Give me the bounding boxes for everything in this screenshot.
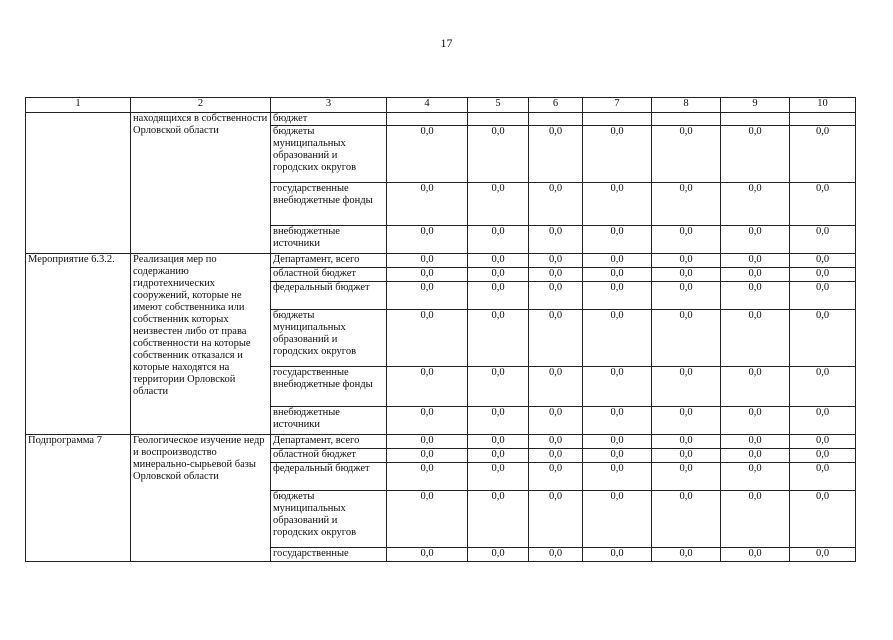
value-cell: 0,0: [721, 268, 790, 282]
funding-source: бюджет: [271, 113, 387, 126]
value-cell: 0,0: [387, 463, 468, 491]
value-cell: 0,0: [529, 491, 583, 548]
column-header: 4: [387, 98, 468, 113]
value-cell: 0,0: [387, 183, 468, 226]
funding-source: внебюджетные источники: [271, 226, 387, 254]
value-cell: 0,0: [468, 491, 529, 548]
value-cell: 0,0: [468, 183, 529, 226]
value-cell: 0,0: [652, 463, 721, 491]
value-cell: 0,0: [529, 126, 583, 183]
value-cell: 0,0: [387, 254, 468, 268]
column-header: 5: [468, 98, 529, 113]
value-cell: 0,0: [583, 407, 652, 435]
value-cell: 0,0: [652, 435, 721, 449]
program-name: [26, 113, 131, 254]
value-cell: 0,0: [468, 548, 529, 562]
funding-source: государственные внебюджетные фонды: [271, 367, 387, 407]
value-cell: 0,0: [652, 126, 721, 183]
value-cell: 0,0: [387, 367, 468, 407]
funding-source: внебюджетные источники: [271, 407, 387, 435]
value-cell: 0,0: [790, 226, 856, 254]
value-cell: [721, 113, 790, 126]
value-cell: 0,0: [583, 282, 652, 310]
value-cell: 0,0: [468, 254, 529, 268]
value-cell: 0,0: [721, 407, 790, 435]
value-cell: 0,0: [652, 183, 721, 226]
value-cell: 0,0: [652, 548, 721, 562]
funding-source: федеральный бюджет: [271, 282, 387, 310]
funding-source: бюджеты муниципальных образований и городских округов: [271, 491, 387, 548]
program-description: Реализация мер по содержанию гидротехнических сооружений, которые не имеют собственника или собственник которых неизвестен либо от права собственности на которые собственник отказался и которые находятся на территории Орловской области: [131, 254, 271, 435]
value-cell: 0,0: [468, 226, 529, 254]
value-cell: 0,0: [387, 310, 468, 367]
column-header: 2: [131, 98, 271, 113]
value-cell: 0,0: [790, 254, 856, 268]
program-name: Подпрограмма 7: [26, 435, 131, 562]
value-cell: 0,0: [721, 254, 790, 268]
funding-source: бюджеты муниципальных образований и городских округов: [271, 310, 387, 367]
value-cell: 0,0: [387, 491, 468, 548]
program-name: Мероприятие 6.3.2.: [26, 254, 131, 435]
value-cell: 0,0: [721, 282, 790, 310]
value-cell: 0,0: [583, 463, 652, 491]
value-cell: 0,0: [721, 367, 790, 407]
value-cell: [468, 113, 529, 126]
value-cell: 0,0: [529, 282, 583, 310]
value-cell: 0,0: [529, 449, 583, 463]
funding-source: Департамент, всего: [271, 435, 387, 449]
value-cell: 0,0: [790, 548, 856, 562]
value-cell: 0,0: [387, 449, 468, 463]
value-cell: 0,0: [529, 367, 583, 407]
header-row: [26, 98, 856, 113]
value-cell: 0,0: [529, 548, 583, 562]
value-cell: 0,0: [652, 268, 721, 282]
value-cell: 0,0: [790, 463, 856, 491]
value-cell: 0,0: [468, 126, 529, 183]
value-cell: 0,0: [790, 268, 856, 282]
value-cell: 0,0: [387, 226, 468, 254]
table-row: [26, 435, 856, 449]
value-cell: 0,0: [652, 310, 721, 367]
value-cell: 0,0: [790, 449, 856, 463]
page-number: 17: [440, 36, 453, 50]
value-cell: 0,0: [529, 463, 583, 491]
value-cell: 0,0: [652, 282, 721, 310]
funding-source: бюджеты муниципальных образований и городских округов: [271, 126, 387, 183]
budget-table: [25, 97, 856, 562]
value-cell: 0,0: [721, 491, 790, 548]
column-header: 6: [529, 98, 583, 113]
value-cell: 0,0: [468, 282, 529, 310]
value-cell: 0,0: [790, 367, 856, 407]
value-cell: 0,0: [468, 407, 529, 435]
value-cell: 0,0: [721, 435, 790, 449]
value-cell: 0,0: [721, 548, 790, 562]
value-cell: 0,0: [583, 183, 652, 226]
value-cell: 0,0: [721, 126, 790, 183]
value-cell: 0,0: [721, 449, 790, 463]
value-cell: 0,0: [583, 491, 652, 548]
value-cell: 0,0: [583, 435, 652, 449]
funding-source: Департамент, всего: [271, 254, 387, 268]
value-cell: 0,0: [468, 435, 529, 449]
value-cell: 0,0: [652, 407, 721, 435]
funding-source: областной бюджет: [271, 268, 387, 282]
value-cell: 0,0: [583, 449, 652, 463]
value-cell: 0,0: [468, 310, 529, 367]
table-row: [26, 113, 856, 126]
value-cell: 0,0: [387, 268, 468, 282]
value-cell: [387, 113, 468, 126]
funding-source: областной бюджет: [271, 449, 387, 463]
value-cell: 0,0: [790, 126, 856, 183]
value-cell: 0,0: [529, 310, 583, 367]
value-cell: 0,0: [790, 310, 856, 367]
value-cell: [652, 113, 721, 126]
column-header: 1: [26, 98, 131, 113]
value-cell: 0,0: [721, 463, 790, 491]
value-cell: 0,0: [583, 254, 652, 268]
value-cell: [790, 113, 856, 126]
value-cell: 0,0: [468, 449, 529, 463]
value-cell: 0,0: [468, 463, 529, 491]
value-cell: 0,0: [387, 435, 468, 449]
program-description: Геологическое изучение недр и воспроизводство минерально-сырьевой базы Орловской области: [131, 435, 271, 562]
column-header: 3: [271, 98, 387, 113]
value-cell: 0,0: [468, 367, 529, 407]
value-cell: 0,0: [721, 226, 790, 254]
value-cell: 0,0: [387, 282, 468, 310]
value-cell: 0,0: [652, 254, 721, 268]
value-cell: 0,0: [790, 183, 856, 226]
column-header: 8: [652, 98, 721, 113]
value-cell: 0,0: [529, 254, 583, 268]
value-cell: 0,0: [790, 491, 856, 548]
value-cell: 0,0: [652, 226, 721, 254]
funding-source: государственные внебюджетные фонды: [271, 183, 387, 226]
value-cell: 0,0: [529, 407, 583, 435]
funding-source: федеральный бюджет: [271, 463, 387, 491]
funding-source: государственные: [271, 548, 387, 562]
value-cell: 0,0: [583, 126, 652, 183]
value-cell: 0,0: [583, 548, 652, 562]
value-cell: 0,0: [387, 126, 468, 183]
value-cell: 0,0: [721, 183, 790, 226]
value-cell: 0,0: [583, 310, 652, 367]
value-cell: 0,0: [790, 407, 856, 435]
value-cell: 0,0: [387, 548, 468, 562]
program-description: находящихся в собственности Орловской области: [131, 113, 271, 254]
value-cell: 0,0: [387, 407, 468, 435]
value-cell: 0,0: [652, 449, 721, 463]
column-header: 9: [721, 98, 790, 113]
value-cell: 0,0: [652, 367, 721, 407]
value-cell: 0,0: [652, 491, 721, 548]
value-cell: 0,0: [529, 268, 583, 282]
value-cell: 0,0: [468, 268, 529, 282]
value-cell: 0,0: [529, 183, 583, 226]
value-cell: [529, 113, 583, 126]
value-cell: 0,0: [721, 310, 790, 367]
table-row: [26, 254, 856, 268]
value-cell: 0,0: [529, 226, 583, 254]
value-cell: 0,0: [790, 435, 856, 449]
value-cell: 0,0: [583, 268, 652, 282]
value-cell: 0,0: [529, 435, 583, 449]
value-cell: 0,0: [583, 226, 652, 254]
column-header: 7: [583, 98, 652, 113]
value-cell: 0,0: [790, 282, 856, 310]
value-cell: 0,0: [583, 367, 652, 407]
value-cell: [583, 113, 652, 126]
column-header: 10: [790, 98, 856, 113]
